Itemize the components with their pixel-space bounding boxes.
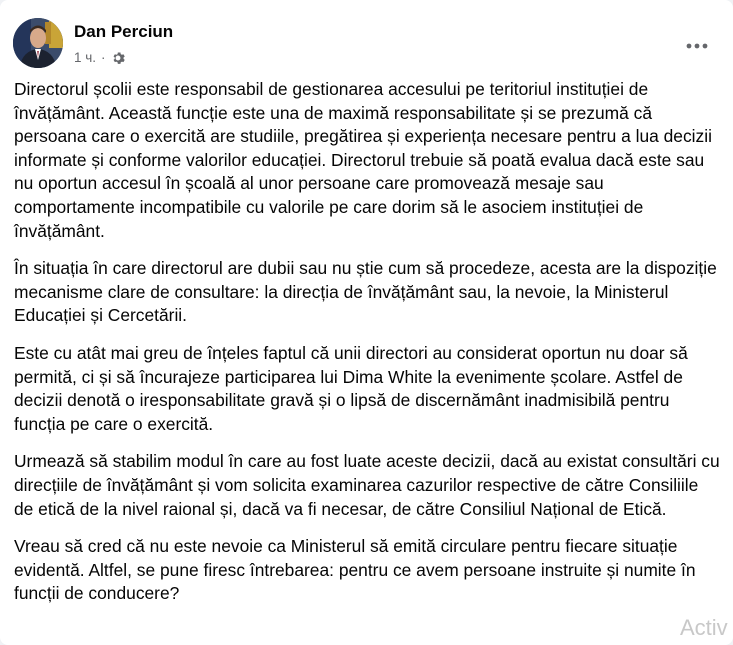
avatar[interactable] xyxy=(13,18,63,68)
activation-watermark: Activ xyxy=(680,615,728,640)
post-meta xyxy=(74,49,125,67)
author-name[interactable]: Dan Perciun xyxy=(74,22,174,41)
post-paragraph: Vreau să cred că nu este nevoie ca Ministerul să emită circulare pentru fiecare situație evidentă. Altfel, se pune firesc întrebarea: pentru ce avem persoane instruite și numite în funcții de conducere? xyxy=(14,536,696,604)
post-paragraph: În situația în care directorul are dubii sau nu știe cum să procedeze, acesta are la dispoziție mecanisme clare de consultare: la direcția de învățământ sau, la nevoie, la Ministerul Educației și Cercetării. xyxy=(14,258,717,326)
meta-separator: · xyxy=(101,50,106,65)
post-timestamp[interactable]: 1 ч. xyxy=(74,50,97,65)
avatar-image xyxy=(13,18,63,68)
post-paragraph: Directorul școlii este responsabil de gestionarea accesului pe teritoriul instituției de învățământ. Această funcție este una de maximă responsabilitate și se prezumă că persoana care o exercită are studiile, pregătirea și experiența necesare pentru a lua decizii informate și conforme valorilor educației. Directorul trebuie să poată evalua dacă este sau nu oportun accesul în școală al unor persoane care promovează mesaje sau comportamente incompatibile cu valorile pe care dorim să le asociem instituției de învățământ. xyxy=(14,79,712,241)
post-paragraph: Este cu atât mai greu de înțeles faptul că unii directori au considerat oportun nu doar să permită, ci și să încurajeze participarea lui Dima White la evenimente școlare. Astfel de decizii denotă o iresponsabilitate gravă și o lipsă de discernământ inadmisibilă pentru funcția pe care o exercită. xyxy=(14,342,688,434)
gear-icon[interactable] xyxy=(111,51,125,65)
post-body xyxy=(14,78,720,620)
more-horizontal-icon xyxy=(686,43,708,49)
post-paragraph: Urmează să stabilim modul în care au fost luate aceste decizii, dacă au existat consultări cu direcțiile de învățământ și vom solicita examinarea cazurilor respective de către Consiliile de etică de la nivel raional și, dacă va fi necesar, de către Consiliul Național de Etică. xyxy=(14,451,720,519)
post-header xyxy=(12,14,721,66)
more-options-button[interactable] xyxy=(679,28,715,64)
